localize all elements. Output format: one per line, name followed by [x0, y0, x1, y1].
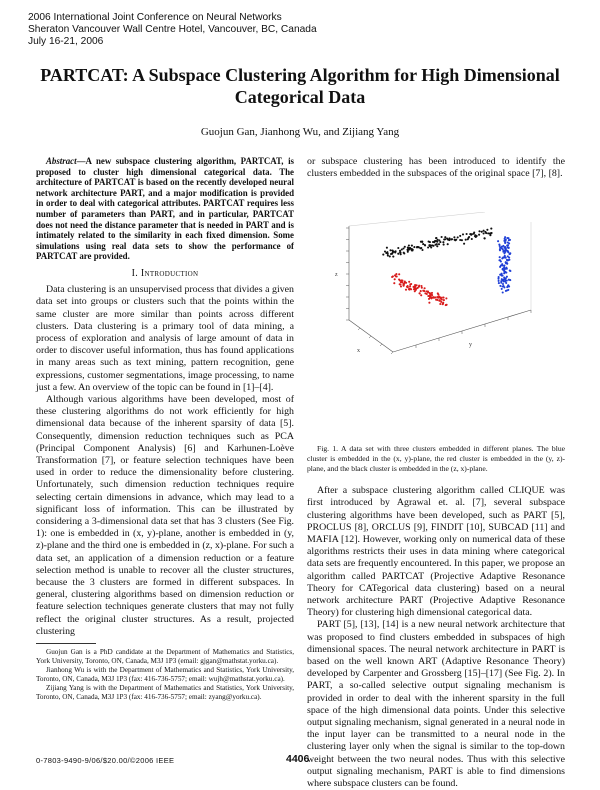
scatter-point [438, 300, 440, 302]
scatter-point [498, 280, 500, 282]
scatter-point [508, 247, 510, 249]
scatter-point [441, 236, 443, 238]
scatter-point [504, 268, 506, 270]
abstract-lead: Abstract [46, 156, 77, 166]
scatter-point [507, 289, 509, 291]
scatter-point [420, 285, 422, 287]
scatter-point [420, 247, 422, 249]
scatter-point [484, 231, 486, 233]
scatter-point [466, 233, 468, 235]
scatter-point [411, 245, 413, 247]
scatter-point [409, 286, 411, 288]
scatter-point [422, 290, 424, 292]
figure-1 [307, 212, 565, 444]
scatter-point [442, 297, 444, 299]
scatter-point [503, 253, 505, 255]
scatter-point [498, 282, 500, 284]
scatter-point [430, 294, 432, 296]
scatter-point [394, 279, 396, 281]
scatter-point [420, 295, 422, 297]
left-column [36, 156, 294, 702]
scatter-point [429, 241, 431, 243]
axis-tick [380, 344, 382, 346]
figure-1-scatter-plot [319, 212, 549, 444]
scatter-point [444, 237, 446, 239]
right-column [307, 156, 565, 790]
scatter-point [473, 233, 475, 235]
scatter-point [422, 243, 424, 245]
right-paragraph-2: PART [5], [13], [14] is a new neural network architecture that was proposed to find clusters embedded in subspaces of high dimensional spaces. The neural network architecture in PART is based on the well known ART (Adaptive Resonance Theory) developed by Carpenter and Grossberg [15]–[17] (See Fig. 2). In PART, a so-called selective output signaling mechanism is provided in order to deal with the inherent sparsity in the full space of the high dimensional data points. Under this selective output signaling mechanism, signal generated in a neural node in the input layer can be transmitted to a neural node in the clustering layer only when the signal is similar to the top-down weight between the two neural nodes. Thus with this selective output signaling mechanism, PART is able to find dimensions where subspace clusters can be found. [307, 619, 565, 790]
z-axis-label: z [335, 272, 338, 279]
scatter-point [418, 285, 420, 287]
figure-1-caption: Fig. 1. A data set with three clusters embedded in different planes. The blue cluster is embedded in the (x, y)-plane, the red cluster is embedded in the (y, z)-plane, and the black cluster is embedded in the (z, x)-plane. [307, 444, 565, 473]
scatter-point [503, 277, 505, 279]
scatter-point [443, 244, 445, 246]
footer-isbn: 0-7803-9490-9/06/$20.00/©2006 IEEE [36, 756, 175, 765]
conference-header [28, 12, 448, 48]
abstract [36, 156, 294, 262]
scatter-point [501, 286, 503, 288]
footnote-divider [36, 643, 96, 644]
scatter-point [386, 247, 388, 249]
scatter-point [389, 256, 391, 258]
scatter-point [424, 288, 426, 290]
scatter-point [442, 304, 444, 306]
scatter-point [457, 237, 459, 239]
scatter-point [500, 282, 502, 284]
scatter-point [400, 286, 402, 288]
scatter-point [404, 246, 406, 248]
scatter-point [470, 234, 472, 236]
scatter-point [507, 242, 509, 244]
scatter-point [502, 268, 504, 270]
scatter-point [400, 254, 402, 256]
scatter-point [502, 280, 504, 282]
scatter-point [415, 288, 417, 290]
scatter-point [441, 299, 443, 301]
section-heading-introduction: I. Introduction [131, 267, 199, 279]
conference-dates: July 16-21, 2006 [28, 36, 104, 47]
scatter-point [503, 240, 505, 242]
scatter-point [440, 297, 442, 299]
scatter-point [509, 239, 511, 241]
scatter-point [437, 294, 439, 296]
scatter-point [446, 238, 448, 240]
intro-paragraph-1: Data clustering is an unsupervised process that divides a given data set into groups or clusters such that the points within the same cluster are more similar than points across different clusters. Data clustering is a primary tool of data mining, a process of exploration and analysis of large amount of data in order to discover useful information, thus has found applications in many areas such as text mining, pattern recognition, gene expressions, customer segmentations, image processing, to name just a few. An overview of the topic can be found in [1]–[4]. [36, 284, 294, 393]
scatter-point [420, 290, 422, 292]
scatter-point [408, 245, 410, 247]
scatter-point [509, 270, 511, 272]
scatter-point [483, 230, 485, 232]
scatter-point [501, 248, 503, 250]
scatter-point [428, 245, 430, 247]
scatter-point [445, 304, 447, 306]
scatter-point [402, 284, 404, 286]
scatter-point [407, 285, 409, 287]
scatter-point [478, 234, 480, 236]
scatter-point [507, 260, 509, 262]
scatter-point [501, 288, 503, 290]
scatter-point [506, 263, 508, 265]
scatter-point [413, 246, 415, 248]
conference-name: 2006 International Joint Conference on Neural Networks [28, 12, 282, 23]
scatter-point [392, 256, 394, 258]
y-axis-label: y [469, 342, 472, 349]
scatter-point [471, 238, 473, 240]
scatter-point [435, 299, 437, 301]
scatter-point [497, 241, 499, 243]
scatter-point [448, 238, 450, 240]
scatter-point [404, 281, 406, 283]
scatter-point [507, 245, 509, 247]
scatter-point [440, 301, 442, 303]
scatter-point [453, 237, 455, 239]
scatter-point [467, 237, 469, 239]
scatter-point [407, 251, 409, 253]
x-axis-label: x [357, 348, 360, 355]
scatter-point [400, 282, 402, 284]
scatter-point [401, 280, 403, 282]
scatter-point [499, 266, 501, 268]
scatter-point [507, 238, 509, 240]
axis-tick [358, 328, 360, 330]
scatter-point [463, 243, 465, 245]
scatter-point [392, 251, 394, 253]
scatter-point [504, 242, 506, 244]
scatter-point [481, 231, 483, 233]
scatter-point [432, 241, 434, 243]
top-edge-line [349, 212, 485, 226]
scatter-point [437, 239, 439, 241]
footnote-author-2: Jianhong Wu is with the Department of Mathematics and Statistics, York University, Toronto, ON, Canada, M3J 1P3 (fax: 416-736-5757; email: wujh@mathstat.yorku.ca). [36, 666, 294, 684]
scatter-point [436, 296, 438, 298]
scatter-point [392, 276, 394, 278]
conference-venue: Sheraton Vancouver Wall Centre Hotel, Vancouver, BC, Canada [28, 24, 317, 35]
scatter-point [478, 231, 480, 233]
right-paragraph-1: After a subspace clustering algorithm called CLIQUE was first introduced by Agrawal et. al. [7], several subspace clustering algorithms have been developed, such as PART [5], PROCLUS [8], ORCLUS [9], FINDIT [10], SUBCAD [11] and MAFIA [12]. However, working only on numerical data of these algorithms restricts their uses in data mining where categorical data sets are frequently encountered. In this paper, we propose an algorithm called PARTCAT (Projective Adaptive Resonance Theory for CATegorical data clustering) based on a neural network architecture PART (Projective Adaptive Resonance Theory) for clustering high dimensional categorical data. [307, 485, 565, 619]
scatter-point [442, 242, 444, 244]
scatter-point [409, 284, 411, 286]
right-body [307, 485, 565, 790]
scatter-point [503, 247, 505, 249]
scatter-point [401, 249, 403, 251]
scatter-point [459, 235, 461, 237]
scatter-point [426, 291, 428, 293]
scatter-point [462, 234, 464, 236]
scatter-point [443, 299, 445, 301]
scatter-point [447, 244, 449, 246]
scatter-point [444, 239, 446, 241]
scatter-point [426, 293, 428, 295]
scatter-point [507, 286, 509, 288]
scatter-point [436, 246, 438, 248]
scatter-point [431, 245, 433, 247]
abstract-text: —A new subspace clustering algorithm, PARTCAT, is proposed to cluster high dimensional categorical data. The architecture of PARTCAT is based on the recently developed neural network architecture PART, and a major modification is provided in order to deal with categorical attributes. PARTCAT requires less number of parameters than PART, and in particular, PARTCAT does not need the distance parameter that is needed in PART and is intimately related to the similarity in each fixed dimension. Some simulations using real data sets to show the performance of PARTCAT are provided. [36, 156, 294, 262]
scatter-point [393, 283, 395, 285]
scatter-point [502, 292, 504, 294]
scatter-point [502, 283, 504, 285]
page-number: 4406 [286, 753, 310, 765]
scatter-point [439, 303, 441, 305]
scatter-point [427, 295, 429, 297]
scatter-point [416, 285, 418, 287]
scatter-point [508, 257, 510, 259]
scatter-point [454, 240, 456, 242]
scatter-point [500, 274, 502, 276]
scatter-point [411, 248, 413, 250]
scatter-point [436, 244, 438, 246]
scatter-point [399, 280, 401, 282]
scatter-point [438, 244, 440, 246]
scatter-point [500, 261, 502, 263]
scatter-point [399, 284, 401, 286]
scatter-point [474, 236, 476, 238]
scatter-point [419, 293, 421, 295]
scatter-point [506, 268, 508, 270]
scatter-point [387, 255, 389, 257]
scatter-point [483, 233, 485, 235]
scatter-point [408, 288, 410, 290]
scatter-point [427, 247, 429, 249]
footnote-author-1: Guojun Gan is a PhD candidate at the Department of Mathematics and Statistics, York University, Toronto, ON, Canada, M3J 1P3 (email: gjgan@mathstat.yorku.ca). [36, 648, 294, 666]
scatter-point [499, 285, 501, 287]
scatter-point [397, 247, 399, 249]
scatter-point [389, 250, 391, 252]
paper-authors: Guojun Gan, Jianhong Wu, and Zijiang Yang [200, 126, 400, 138]
scatter-point [504, 257, 506, 259]
scatter-point [428, 302, 430, 304]
axis-tick [391, 352, 393, 354]
scatter-point [484, 238, 486, 240]
scatter-point [461, 240, 463, 242]
scatter-point [489, 233, 491, 235]
scatter-point [445, 298, 447, 300]
scatter-point [504, 250, 506, 252]
scatter-point [506, 250, 508, 252]
scatter-point [405, 289, 407, 291]
scatter-point [501, 265, 503, 267]
scatter-point [387, 253, 389, 255]
scatter-point [499, 250, 501, 252]
scatter-point [408, 249, 410, 251]
figure-1-points [382, 228, 511, 307]
scatter-point [399, 252, 401, 254]
scatter-point [465, 239, 467, 241]
scatter-point [421, 249, 423, 251]
scatter-point [439, 241, 441, 243]
scatter-point [499, 257, 501, 259]
paper-title: PARTCAT: A Subspace Clustering Algorithm for High Dimensional Categorical Data [40, 65, 560, 107]
scatter-point [429, 297, 431, 299]
scatter-point [429, 292, 431, 294]
scatter-point [395, 273, 397, 275]
scatter-point [505, 290, 507, 292]
scatter-point [408, 281, 410, 283]
scatter-point [416, 247, 418, 249]
scatter-point [382, 254, 384, 256]
scatter-point [397, 253, 399, 255]
scatter-point [421, 241, 423, 243]
scatter-point [414, 291, 416, 293]
scatter-point [435, 237, 437, 239]
scatter-point [436, 241, 438, 243]
scatter-point [486, 229, 488, 231]
axis-tick [369, 336, 371, 338]
scatter-point [509, 279, 511, 281]
intro-paragraph-2: Although various algorithms have been developed, most of these clustering algorithms do not work efficiently for high dimensional data because of the inherent sparsity of data [5]. Consequently, dimension reduction techniques such as PCA (Principal Component Analysis) [6] and Karhunen-Loève Transformation [7], or feature selection techniques have been used in order to reduce the dimensionality before clustering. Unfortunately, such dimension reduction techniques require selecting certain dimensions in advance, which may lead to a significant loss of information. This can be illustrated by considering a 3-dimensional data set that has 3 clusters (See Fig. 1): one is embedded in (x, y)-plane, another is embedded in (y, z)-plane and the third one is embedded in (z, x)-plane. For such a data set, an application of a dimension reduction or a feature selection method is unable to recover all the cluster structures, because the 3 clusters are formed in different subspaces. In general, clustering algorithms based on dimension reduction or feature selection techniques generate clusters that may not fully reflect the original cluster structures. As a result, projected clustering [36, 393, 294, 637]
right-column-continuation: or subspace clustering has been introduced to identify the clusters embedded in the subspaces of the original space [7], [8]. [307, 156, 565, 180]
footnote-author-3: Zijiang Yang is with the Department of Mathematics and Statistics, York University, Toronto, ON, Canada, M3J 1P3 (fax: 416-736-5757; email: zyang@yorku.ca). [36, 684, 294, 702]
scatter-point [509, 253, 511, 255]
scatter-point [403, 253, 405, 255]
scatter-point [504, 237, 506, 239]
scatter-point [498, 276, 500, 278]
scatter-point [490, 228, 492, 230]
scatter-point [424, 245, 426, 247]
scatter-point [398, 274, 400, 276]
